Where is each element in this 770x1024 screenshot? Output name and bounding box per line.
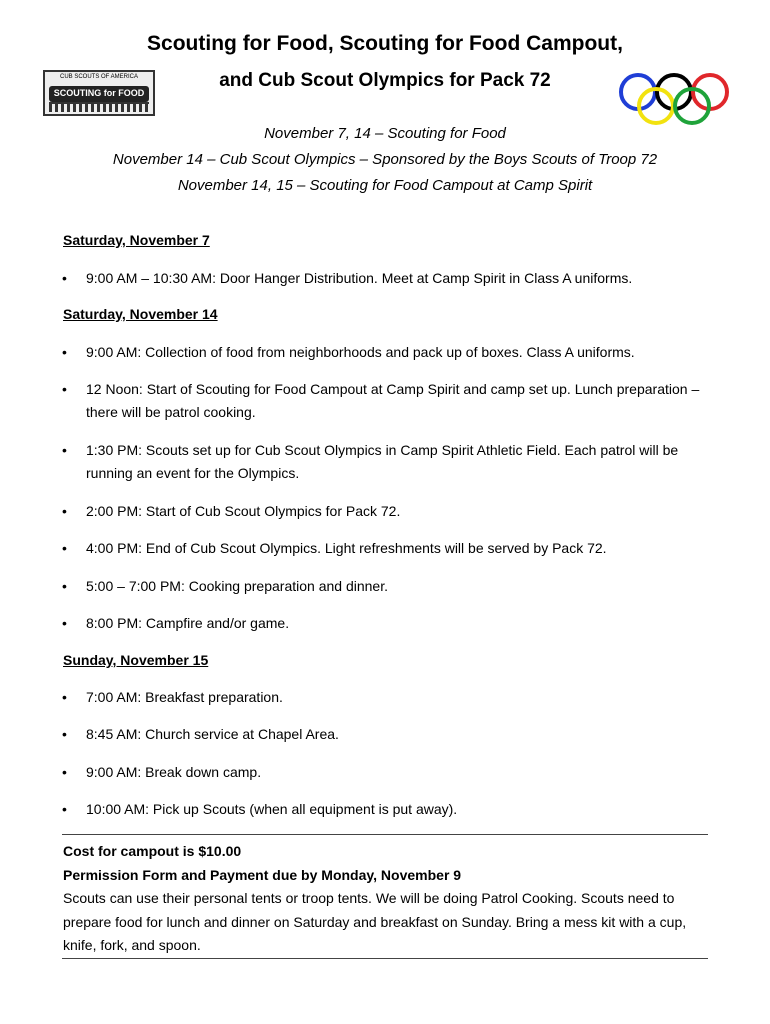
document-title-line-2: and Cub Scout Olympics for Pack 72 [219, 70, 551, 91]
bullet: • [62, 270, 67, 286]
logo-top-text: CUB SCOUTS OF AMERICA [59, 74, 138, 80]
list-item-text: 9:00 AM: Break down camp. [86, 764, 262, 780]
list-item [62, 612, 712, 635]
list-item [62, 723, 712, 746]
list-item [62, 761, 712, 784]
bullet: • [62, 689, 67, 705]
list-item [62, 686, 712, 709]
bullet: • [62, 381, 67, 397]
bullet: • [62, 578, 67, 594]
deadline-line: Permission Form and Payment due by Monday, November 9 [63, 866, 462, 883]
bullet: • [62, 726, 67, 742]
list-item [62, 267, 712, 290]
bullet: • [62, 764, 67, 780]
cost-info-box [63, 840, 713, 958]
campout-note: Scouts can use their personal tents or troop tents. We will be doing Patrol Cooking. Scouts need to prepare food for lunch and dinner on Saturday and breakfast on Sunday. Bring a mess kit with a cup, knife, fork, and spoon. [63, 890, 687, 953]
divider-top [62, 834, 708, 835]
cost-line: Cost for campout is $10.00 [63, 843, 242, 859]
logo-text: SCOUTING for FOOD [53, 88, 145, 98]
bullet: • [62, 503, 67, 519]
list-item-text: 5:00 – 7:00 PM: Cooking preparation and dinner. [86, 578, 388, 594]
list-item-text: 9:00 AM – 10:30 AM: Door Hanger Distribution. Meet at Camp Spirit in Class A uniforms. [86, 270, 633, 286]
list-item [62, 798, 712, 821]
scouting-for-food-logo [43, 70, 155, 116]
bullet: • [62, 442, 67, 458]
list-item [62, 575, 712, 598]
bullet: • [62, 615, 67, 631]
list-item [62, 537, 712, 560]
list-item-text: 8:45 AM: Church service at Chapel Area. [86, 726, 339, 742]
list-item [62, 439, 712, 485]
subtitle-scouting-for-food: November 7, 14 – Scouting for Food [264, 125, 506, 142]
list-item-text: 2:00 PM: Start of Cub Scout Olympics for Pack 72. [86, 503, 401, 519]
bullet: • [62, 801, 67, 817]
list-item-text: 9:00 AM: Collection of food from neighborhoods and pack up of boxes. Class A uniforms. [86, 344, 635, 360]
subtitle-campout: November 14, 15 – Scouting for Food Campout at Camp Spirit [177, 177, 593, 194]
bullet: • [62, 540, 67, 556]
list-item-text: 4:00 PM: End of Cub Scout Olympics. Light refreshments will be served by Pack 72. [86, 540, 607, 556]
olympic-rings-icon [618, 72, 730, 126]
logo-bottom-strip [49, 102, 149, 112]
bullet: • [62, 344, 67, 360]
divider-bottom [62, 958, 708, 959]
document-title-line-1: Scouting for Food, Scouting for Food Campout, [147, 32, 623, 55]
list-item [62, 341, 712, 364]
day-heading-nov-7: Saturday, November 7 [63, 232, 210, 248]
subtitle-olympics: November 14 – Cub Scout Olympics – Sponsored by the Boys Scouts of Troop 72 [112, 151, 658, 168]
list-item [62, 500, 712, 523]
list-item-text: 7:00 AM: Breakfast preparation. [86, 689, 283, 705]
list-item-text: 12 Noon: Start of Scouting for Food Campout at Camp Spirit and camp set up. Lunch preparation – there will be patrol cooking. [86, 381, 700, 420]
list-item-text: 8:00 PM: Campfire and/or game. [86, 615, 290, 631]
list-item [62, 378, 712, 424]
list-item-text: 10:00 AM: Pick up Scouts (when all equipment is put away). [86, 801, 458, 817]
day-heading-nov-14: Saturday, November 14 [63, 306, 218, 322]
list-item-text: 1:30 PM: Scouts set up for Cub Scout Olympics in Camp Spirit Athletic Field. Each patrol will be running an event for the Olympics. [86, 442, 679, 481]
day-heading-nov-15: Sunday, November 15 [63, 652, 209, 668]
